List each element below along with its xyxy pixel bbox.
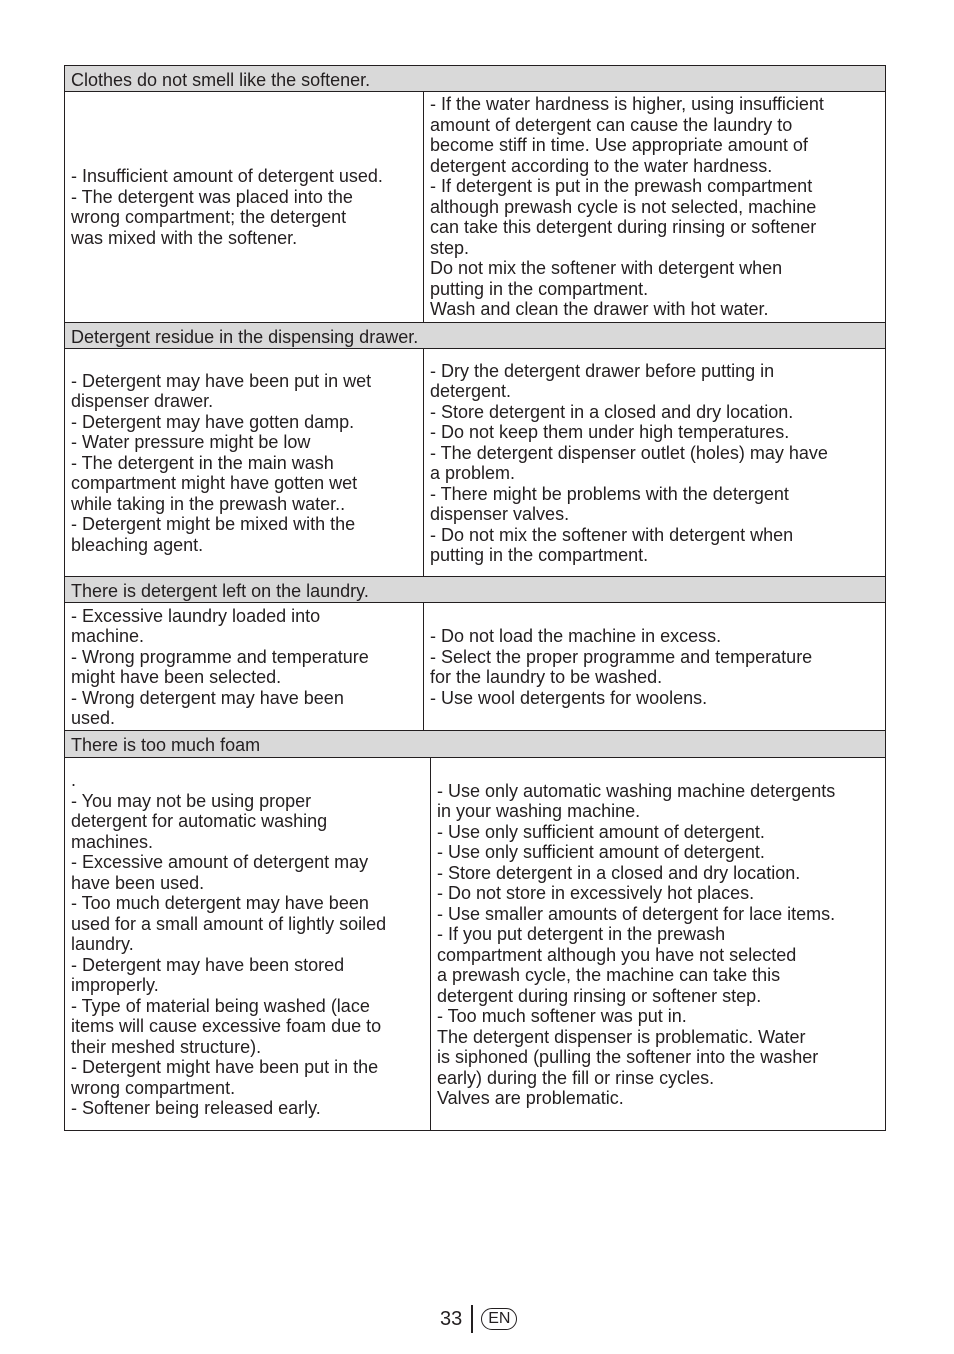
- text-line: - Use only automatic washing machine detergents: [437, 780, 836, 801]
- troubleshoot-row: [65, 603, 885, 731]
- text-line: - You may not be using proper: [71, 790, 312, 811]
- text-line: - If you put detergent in the prewash: [437, 924, 726, 944]
- text-line: - The detergent dispenser outlet (holes) may have: [430, 442, 828, 463]
- text-line: in your washing machine.: [437, 801, 641, 821]
- text-line: The detergent dispenser is problematic. Water: [437, 1026, 806, 1047]
- text-line: step.: [430, 237, 470, 258]
- section-softener-smell: [64, 65, 886, 322]
- language-badge: EN: [481, 1308, 517, 1330]
- text-line: detergent for automatic washing: [71, 811, 328, 832]
- text-line: - Detergent might have been put in the: [71, 1057, 379, 1078]
- text-line: - Use smaller amounts of detergent for lace items.: [437, 903, 836, 924]
- text-line: compartment might have gotten wet: [71, 473, 358, 494]
- text-line: - Type of material being washed (lace: [71, 995, 370, 1016]
- text-line: machine.: [71, 626, 145, 646]
- text-line: - Wrong programme and temperature: [71, 646, 369, 667]
- text-line: amount of detergent can cause the laundry to: [430, 114, 793, 135]
- text-line: Wash and clean the drawer with hot water.: [430, 299, 769, 320]
- text-line: - Do not store in excessively hot places.: [437, 883, 755, 903]
- causes-cell: [65, 758, 432, 1131]
- text-line: - Store detergent in a closed and dry location.: [430, 401, 794, 422]
- text-line: Do not mix the softener with detergent when: [430, 258, 783, 279]
- text-line: - Use only sufficient amount of detergent.: [437, 821, 765, 842]
- section-title: Detergent residue in the dispensing drawer.: [65, 322, 885, 349]
- text-line: for the laundry to be washed.: [430, 667, 663, 687]
- text-line: detergent according to the water hardness.: [430, 155, 773, 176]
- section-drawer-residue: [64, 322, 886, 577]
- text-line: improperly.: [71, 975, 159, 996]
- section-title: There is detergent left on the laundry.: [65, 576, 885, 603]
- text-line: - Do not keep them under high temperatures.: [430, 422, 790, 442]
- text-line: - Store detergent in a closed and dry location.: [437, 862, 801, 883]
- text-line: detergent.: [430, 381, 512, 401]
- text-line: can take this detergent during rinsing or softener: [430, 217, 817, 238]
- text-line: their meshed structure).: [71, 1036, 262, 1057]
- text-line: wrong compartment; the detergent: [71, 207, 347, 227]
- text-line: dispenser valves.: [430, 504, 570, 524]
- section-detergent-on-laundry: [64, 576, 886, 731]
- text-line: .: [71, 770, 77, 791]
- text-line: - The detergent in the main wash: [71, 452, 334, 473]
- causes-cell: [65, 92, 425, 322]
- text-line: - Wrong detergent may have been: [71, 687, 344, 708]
- text-line: putting in the compartment.: [430, 278, 649, 299]
- text-line: was mixed with the softener.: [71, 227, 298, 248]
- text-line: dispenser drawer.: [71, 391, 214, 412]
- text-line: items will cause excessive foam due to: [71, 1016, 382, 1037]
- text-line: while taking in the prewash water..: [71, 493, 346, 514]
- text-line: putting in the compartment.: [430, 545, 649, 565]
- text-line: might have been selected.: [71, 667, 282, 687]
- text-line: Valves are problematic.: [437, 1088, 624, 1108]
- text-line: - Insufficient amount of detergent used.: [71, 166, 383, 186]
- text-line: machines.: [71, 831, 154, 852]
- text-line: a prewash cycle, the machine can take this: [437, 965, 781, 985]
- troubleshoot-row: [65, 349, 885, 577]
- text-line: - There might be problems with the detergent: [430, 483, 789, 504]
- section-title: There is too much foam: [65, 730, 885, 758]
- text-line: - Use wool detergents for woolens.: [430, 687, 708, 708]
- solutions-cell: [423, 349, 885, 577]
- text-line: detergent during rinsing or softener step.: [437, 985, 762, 1006]
- text-line: - The detergent was placed into the: [71, 186, 353, 207]
- solutions-cell: [430, 758, 885, 1131]
- text-line: used.: [71, 708, 116, 728]
- causes-cell: [65, 349, 425, 577]
- page-footer: [440, 1305, 517, 1333]
- text-line: - Use only sufficient amount of detergent.: [437, 842, 765, 862]
- table-bottom-border: [64, 1130, 886, 1131]
- text-line: compartment although you have not selected: [437, 944, 797, 965]
- text-line: - Detergent may have been put in wet: [71, 370, 372, 391]
- text-line: - Detergent may have gotten damp.: [71, 411, 355, 432]
- text-line: - Do not mix the softener with detergent when: [430, 524, 794, 545]
- text-line: laundry.: [71, 934, 134, 955]
- text-line: - Softener being released early.: [71, 1098, 321, 1119]
- text-line: although prewash cycle is not selected, machine: [430, 196, 817, 217]
- text-line: - Select the proper programme and temperature: [430, 646, 813, 667]
- causes-cell: [65, 603, 425, 731]
- solutions-cell: [423, 603, 885, 731]
- troubleshoot-row: [65, 92, 885, 322]
- text-line: have been used.: [71, 872, 205, 893]
- section-too-much-foam: [64, 730, 886, 1131]
- text-line: - Dry the detergent drawer before putting in: [430, 360, 775, 381]
- text-line: - Detergent may have been stored: [71, 954, 345, 975]
- page-number: 33: [440, 1308, 463, 1330]
- text-line: early) during the fill or rinse cycles.: [437, 1067, 715, 1088]
- text-line: become stiff in time. Use appropriate amount of: [430, 135, 808, 156]
- troubleshoot-row: [65, 758, 885, 1131]
- text-line: bleaching agent.: [71, 534, 204, 555]
- footer-divider: [471, 1305, 473, 1333]
- text-line: - Water pressure might be low: [71, 432, 311, 453]
- section-title: Clothes do not smell like the softener.: [65, 65, 885, 92]
- text-line: - If detergent is put in the prewash compartment: [430, 176, 813, 197]
- text-line: - Too much softener was put in.: [437, 1006, 687, 1026]
- text-line: - Do not load the machine in excess.: [430, 626, 722, 646]
- text-line: is siphoned (pulling the softener into the washer: [437, 1047, 819, 1067]
- text-line: - Detergent might be mixed with the: [71, 514, 356, 535]
- text-line: - Excessive amount of detergent may: [71, 852, 369, 873]
- text-line: - Too much detergent may have been: [71, 893, 369, 914]
- solutions-cell: [423, 92, 885, 322]
- text-line: used for a small amount of lightly soiled: [71, 913, 387, 934]
- text-line: a problem.: [430, 463, 516, 483]
- text-line: - Excessive laundry loaded into: [71, 605, 321, 626]
- text-line: wrong compartment.: [71, 1077, 236, 1098]
- text-line: - If the water hardness is higher, using insufficient: [430, 94, 824, 115]
